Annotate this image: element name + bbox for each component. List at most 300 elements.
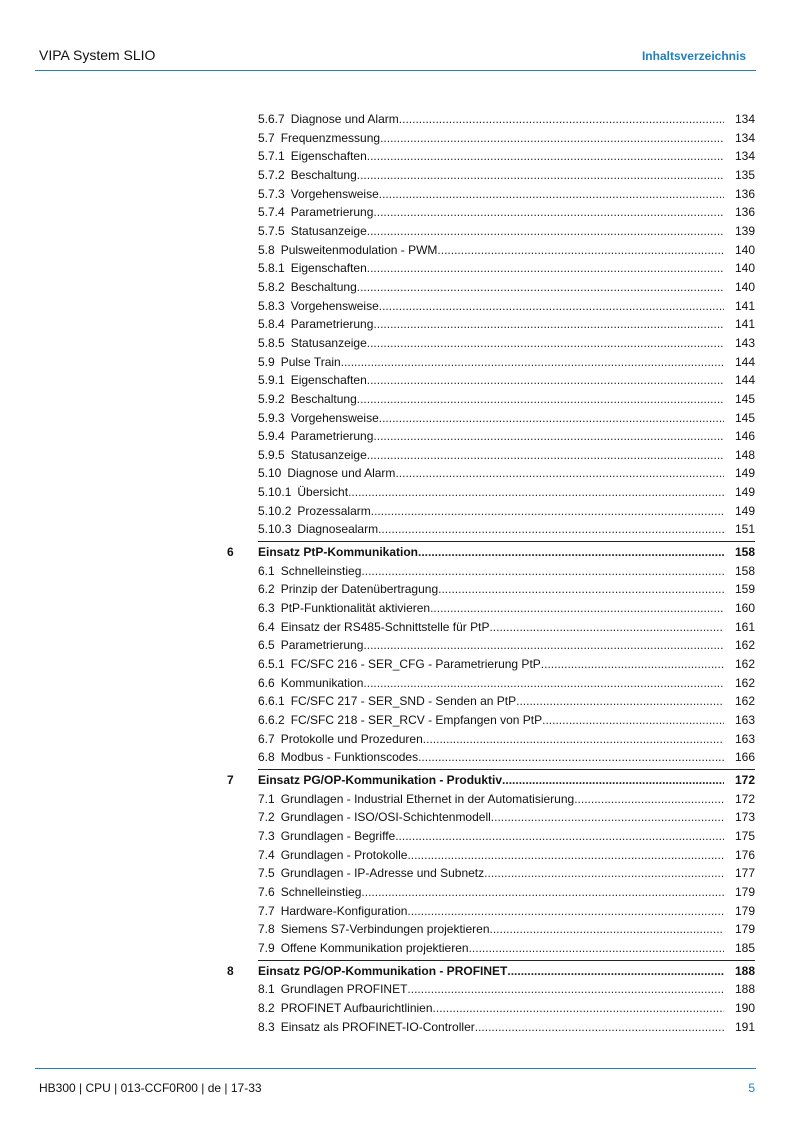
toc-entry-title: Grundlagen - Industrial Ethernet in der Automatisierung: [280, 791, 575, 806]
toc-entry-title: Protokolle und Prozeduren: [280, 731, 423, 746]
toc-section-number: 7.4: [258, 847, 275, 862]
toc-page-number: 140: [734, 261, 755, 276]
toc-page-number: 163: [734, 713, 755, 727]
toc-page-number: 136: [734, 186, 755, 201]
toc-page-number: 163: [734, 731, 755, 746]
toc-dot-leader: [395, 464, 724, 483]
toc-entry[interactable]: [258, 464, 724, 483]
toc-page-number: 166: [734, 750, 755, 765]
toc-row[interactable]: [0, 599, 793, 618]
footer-document-reference: HB300 | CPU | 013-CCF0R00 | de | 17-33: [39, 1081, 262, 1095]
toc-entry[interactable]: [258, 962, 724, 981]
toc-page-number: 145: [734, 391, 755, 406]
toc-dot-leader: [489, 618, 724, 637]
toc-section-number: 7.3: [258, 828, 275, 843]
toc-row[interactable]: [0, 166, 793, 185]
toc-dot-leader: [395, 827, 724, 846]
toc-row[interactable]: [0, 1018, 793, 1037]
toc-row[interactable]: [0, 808, 793, 827]
toc-entry[interactable]: [258, 808, 724, 827]
toc-entry[interactable]: [258, 390, 724, 409]
toc-dot-leader: [348, 483, 724, 502]
toc-page-number: 151: [734, 522, 755, 537]
toc-page-number: 172: [734, 791, 755, 806]
toc-entry-title: FC/SFC 218 - SER_RCV - Empfangen von PtP: [290, 713, 543, 727]
toc-entry[interactable]: [258, 427, 724, 446]
toc-dot-leader: [418, 748, 724, 767]
toc-row[interactable]: [0, 674, 793, 693]
toc-page-number: 158: [734, 563, 755, 578]
chapter-divider: [258, 769, 755, 770]
toc-section-number: 5.8.2: [258, 279, 285, 294]
toc-row[interactable]: [0, 864, 793, 883]
toc-dot-leader: [379, 185, 724, 204]
toc-page-number: 140: [734, 242, 755, 257]
toc-row[interactable]: [0, 297, 793, 316]
toc-dot-leader: [379, 297, 724, 316]
toc-entry-title: Vorgehensweise: [290, 186, 379, 201]
header-rule: [35, 70, 756, 71]
toc-row[interactable]: [0, 203, 793, 222]
toc-dot-leader: [542, 711, 724, 730]
toc-section-number: 7.6: [258, 884, 275, 899]
toc-section-number: 5.10.2: [258, 503, 292, 518]
toc-row[interactable]: [0, 390, 793, 409]
toc-entry-title: Beschaltung: [290, 167, 357, 182]
toc-chapter-row[interactable]: [0, 771, 793, 790]
toc-dot-leader: [367, 446, 724, 465]
toc-row[interactable]: [0, 315, 793, 334]
toc-row[interactable]: [0, 409, 793, 428]
toc-entry-title: PROFINET Aufbaurichtlinien: [280, 1000, 433, 1015]
toc-page-number: 176: [734, 847, 755, 862]
toc-entry[interactable]: [258, 334, 724, 353]
toc-section-number: 6.7: [258, 731, 275, 746]
toc-section-number: 5.7.1: [258, 149, 285, 164]
toc-section-number: 7.8: [258, 922, 275, 937]
toc-dot-leader: [367, 334, 724, 353]
toc-entry[interactable]: [258, 730, 724, 749]
toc-entry-title: Beschaltung: [290, 279, 357, 294]
toc-section-number: 5.9.2: [258, 391, 285, 406]
toc-section-number: 5.8: [258, 242, 275, 257]
toc-page-number: 179: [734, 903, 755, 918]
toc-chapter-row[interactable]: [0, 543, 793, 562]
toc-page-number: 144: [734, 373, 755, 388]
toc-entry-title: Einsatz PG/OP-Kommunikation - Produktiv: [258, 772, 503, 787]
table-of-contents: [0, 110, 793, 1036]
toc-entry[interactable]: [258, 674, 724, 693]
toc-dot-leader: [373, 315, 724, 334]
toc-page-number: 177: [734, 866, 755, 881]
toc-entry[interactable]: [258, 241, 724, 260]
toc-entry[interactable]: [258, 692, 724, 711]
toc-entry-title: Parametrierung: [280, 638, 364, 653]
toc-section-number: 5.8.1: [258, 261, 285, 276]
toc-page-number: 141: [734, 317, 755, 332]
toc-entry-title: PtP-Funktionalität aktivieren: [280, 601, 431, 616]
toc-section-number: 6.5: [258, 638, 275, 653]
toc-page-number: 179: [734, 884, 755, 899]
toc-page-number: 188: [734, 982, 755, 997]
toc-entry-title: Parametrierung: [290, 205, 374, 220]
toc-page-number: 141: [734, 298, 755, 313]
toc-row[interactable]: [0, 241, 793, 260]
toc-section-number: 5.8.5: [258, 335, 285, 350]
toc-dot-leader: [379, 409, 724, 428]
toc-dot-leader: [507, 962, 724, 981]
toc-row[interactable]: [0, 427, 793, 446]
toc-entry[interactable]: [258, 278, 724, 297]
toc-row[interactable]: [0, 562, 793, 581]
toc-section-number: 5.9.5: [258, 447, 285, 462]
toc-entry-title: Einsatz als PROFINET-IO-Controller: [280, 1019, 475, 1034]
toc-page-number: 149: [734, 503, 755, 518]
toc-dot-leader: [357, 166, 724, 185]
toc-entry[interactable]: [258, 543, 724, 562]
toc-section-number: 5.10: [258, 466, 282, 481]
toc-dot-leader: [516, 692, 724, 711]
toc-section-number: 7.1: [258, 791, 275, 806]
toc-page-number: 179: [734, 922, 755, 937]
toc-page-number: 173: [734, 810, 755, 825]
toc-entry[interactable]: [258, 315, 724, 334]
toc-entry[interactable]: [258, 259, 724, 278]
toc-dot-leader: [574, 790, 724, 809]
toc-row[interactable]: [0, 748, 793, 767]
toc-entry[interactable]: [258, 147, 724, 166]
toc-entry-title: Eigenschaften: [290, 149, 367, 164]
toc-row[interactable]: [0, 464, 793, 483]
toc-section-number: 5.10.1: [258, 485, 292, 500]
toc-dot-leader: [541, 655, 724, 674]
toc-page-number: 135: [734, 167, 755, 182]
toc-entry-title: Einsatz der RS485-Schnittstelle für PtP: [280, 619, 490, 634]
toc-page-number: 188: [734, 963, 755, 978]
toc-section-number: 5.9.4: [258, 429, 285, 444]
toc-entry[interactable]: [258, 939, 724, 958]
toc-page-number: 158: [734, 545, 755, 560]
toc-dot-leader: [491, 808, 724, 827]
toc-section-number: 5.9.1: [258, 373, 285, 388]
toc-dot-leader: [380, 129, 724, 148]
toc-entry[interactable]: [258, 110, 724, 129]
toc-entry[interactable]: [258, 580, 724, 599]
toc-section-number: 5.7: [258, 130, 275, 145]
toc-row[interactable]: [0, 827, 793, 846]
toc-page-number: 185: [734, 940, 755, 955]
toc-entry[interactable]: [258, 883, 724, 902]
toc-entry-title: Pulse Train: [280, 354, 341, 369]
toc-section-number: 6.4: [258, 619, 275, 634]
toc-section-number: 5.7.5: [258, 223, 285, 238]
toc-section-number: 8.2: [258, 1000, 275, 1015]
toc-section-number: 6.6.1: [258, 694, 285, 709]
toc-entry[interactable]: [258, 636, 724, 655]
toc-page-number: 161: [734, 619, 755, 634]
toc-dot-leader: [378, 520, 724, 539]
toc-row[interactable]: [0, 110, 793, 129]
toc-entry-title: Eigenschaften: [290, 261, 367, 276]
toc-dot-leader: [475, 1018, 724, 1037]
toc-dot-leader: [433, 999, 724, 1018]
toc-row[interactable]: [0, 711, 793, 730]
toc-page-number: 172: [734, 772, 755, 787]
toc-dot-leader: [367, 259, 724, 278]
toc-page-number: 149: [734, 466, 755, 481]
toc-entry-title: Übersicht: [297, 485, 349, 500]
toc-entry[interactable]: [258, 409, 724, 428]
toc-dot-leader: [361, 883, 724, 902]
toc-dot-leader: [407, 846, 724, 865]
toc-page-number: 162: [734, 638, 755, 653]
toc-page-number: 140: [734, 279, 755, 294]
toc-entry-title: Statusanzeige: [290, 223, 367, 238]
toc-entry-title: Grundlagen - ISO/OSI-Schichtenmodell: [280, 810, 491, 825]
toc-section-number: 5.6.7: [258, 112, 285, 126]
toc-entry[interactable]: [258, 599, 724, 618]
toc-entry[interactable]: [258, 980, 724, 999]
toc-row[interactable]: [0, 902, 793, 921]
toc-page-number: 162: [734, 694, 755, 709]
toc-row[interactable]: [0, 222, 793, 241]
toc-row[interactable]: [0, 278, 793, 297]
toc-page-number: 159: [734, 582, 755, 597]
toc-section-number: 8.3: [258, 1019, 275, 1034]
toc-entry-title: Frequenzmessung: [280, 130, 381, 145]
toc-dot-leader: [363, 636, 724, 655]
toc-entry[interactable]: [258, 790, 724, 809]
toc-entry-title: Siemens S7-Verbindungen projektieren: [280, 922, 490, 937]
toc-entry-title: Offene Kommunikation projektieren: [280, 940, 469, 955]
toc-section-number: 5.10.3: [258, 522, 292, 537]
toc-page-number: 190: [734, 1000, 755, 1015]
toc-entry[interactable]: [258, 166, 724, 185]
toc-entry-title: Hardware-Konfiguration: [280, 903, 408, 918]
chapter-divider: [258, 541, 755, 542]
toc-entry-title: Grundlagen - Protokolle: [280, 847, 408, 862]
toc-entry[interactable]: [258, 902, 724, 921]
toc-row[interactable]: [0, 980, 793, 999]
toc-dot-leader: [502, 771, 724, 790]
footer-rule: [35, 1068, 756, 1069]
toc-dot-leader: [423, 730, 724, 749]
toc-row[interactable]: [0, 353, 793, 372]
toc-row[interactable]: [0, 920, 793, 939]
toc-row[interactable]: [0, 790, 793, 809]
toc-dot-leader: [469, 939, 724, 958]
toc-section-number: 8.1: [258, 982, 275, 997]
toc-dot-leader: [361, 562, 724, 581]
toc-section-number: 6.6.2: [258, 713, 285, 727]
toc-entry-title: Statusanzeige: [290, 335, 367, 350]
toc-entry[interactable]: [258, 711, 724, 730]
toc-section-number: 6.1: [258, 563, 275, 578]
toc-page-number: 175: [734, 828, 755, 843]
toc-section-number: 6.3: [258, 601, 275, 616]
toc-page-number: 143: [734, 335, 755, 350]
toc-entry[interactable]: [258, 520, 724, 539]
toc-entry[interactable]: [258, 222, 724, 241]
toc-section-number: 5.9.3: [258, 410, 285, 425]
toc-entry-title: Beschaltung: [290, 391, 357, 406]
toc-page-number: 134: [734, 112, 755, 126]
toc-page-number: 134: [734, 149, 755, 164]
toc-entry[interactable]: [258, 827, 724, 846]
toc-dot-leader: [484, 864, 724, 883]
toc-entry[interactable]: [258, 129, 724, 148]
toc-page-number: 149: [734, 485, 755, 500]
toc-section-number: 7.5: [258, 866, 275, 881]
toc-section-number: 6.5.1: [258, 657, 285, 672]
toc-row[interactable]: [0, 129, 793, 148]
toc-entry-title: Kommunikation: [280, 675, 364, 690]
toc-row[interactable]: [0, 692, 793, 711]
toc-dot-leader: [367, 371, 724, 390]
toc-dot-leader: [407, 980, 724, 999]
toc-entry-title: Vorgehensweise: [290, 298, 379, 313]
toc-entry[interactable]: [258, 920, 724, 939]
toc-row[interactable]: [0, 883, 793, 902]
toc-row[interactable]: [0, 655, 793, 674]
toc-dot-leader: [363, 674, 724, 693]
toc-page-number: 162: [734, 657, 755, 672]
toc-page-number: 145: [734, 410, 755, 425]
toc-entry-title: Schnelleinstieg: [280, 884, 362, 899]
section-title: Inhaltsverzeichnis: [641, 49, 746, 63]
toc-section-number: 7.9: [258, 940, 275, 955]
toc-row[interactable]: [0, 999, 793, 1018]
toc-dot-leader: [437, 241, 724, 260]
toc-entry-title: Prinzip der Datenübertragung: [280, 582, 439, 597]
toc-section-number: 5.9: [258, 354, 275, 369]
toc-dot-leader: [430, 599, 724, 618]
toc-page-number: 134: [734, 130, 755, 145]
toc-row[interactable]: [0, 618, 793, 637]
chapter-divider: [258, 960, 755, 961]
toc-entry[interactable]: [258, 502, 724, 521]
toc-dot-leader: [438, 580, 724, 599]
toc-section-number: 5.7.2: [258, 167, 285, 182]
toc-page-number: 191: [734, 1019, 755, 1034]
toc-row[interactable]: [0, 185, 793, 204]
toc-chapter-number: 8: [227, 963, 234, 978]
toc-dot-leader: [399, 110, 724, 129]
toc-entry[interactable]: [258, 771, 724, 790]
toc-entry-title: Grundlagen PROFINET: [280, 982, 408, 997]
toc-page-number: 146: [734, 429, 755, 444]
toc-page-number: 148: [734, 447, 755, 462]
toc-row[interactable]: [0, 147, 793, 166]
toc-entry-title: Vorgehensweise: [290, 410, 379, 425]
toc-entry-title: Modbus - Funktionscodes: [280, 750, 419, 765]
toc-section-number: 7.2: [258, 810, 275, 825]
toc-entry[interactable]: [258, 297, 724, 316]
toc-dot-leader: [357, 278, 724, 297]
toc-section-number: 6.2: [258, 582, 275, 597]
toc-entry[interactable]: [258, 999, 724, 1018]
toc-page-number: 144: [734, 354, 755, 369]
toc-entry[interactable]: [258, 748, 724, 767]
toc-row[interactable]: [0, 371, 793, 390]
toc-entry-title: Prozessalarm: [297, 503, 371, 518]
toc-chapter-number: 7: [227, 772, 234, 787]
toc-chapter-row[interactable]: [0, 962, 793, 981]
toc-entry-title: Diagnose und Alarm: [290, 112, 399, 126]
toc-dot-leader: [373, 203, 724, 222]
toc-row[interactable]: [0, 939, 793, 958]
toc-entry[interactable]: [258, 185, 724, 204]
toc-entry-title: Einsatz PtP-Kommunikation: [258, 545, 419, 560]
toc-dot-leader: [341, 353, 724, 372]
toc-entry[interactable]: [258, 446, 724, 465]
toc-section-number: 7.7: [258, 903, 275, 918]
footer-page-number: 5: [748, 1081, 755, 1095]
toc-entry-title: Grundlagen - IP-Adresse und Subnetz: [280, 866, 485, 881]
toc-row[interactable]: [0, 446, 793, 465]
toc-row[interactable]: [0, 520, 793, 539]
toc-dot-leader: [367, 147, 724, 166]
toc-page-number: 139: [734, 223, 755, 238]
toc-entry[interactable]: [258, 483, 724, 502]
toc-entry-title: Schnelleinstieg: [280, 563, 362, 578]
toc-dot-leader: [490, 920, 725, 939]
toc-row[interactable]: [0, 483, 793, 502]
toc-dot-leader: [407, 902, 724, 921]
toc-section-number: 5.8.4: [258, 317, 285, 332]
toc-entry[interactable]: [258, 655, 724, 674]
toc-entry-title: Grundlagen - Begriffe: [280, 828, 396, 843]
toc-entry-title: Diagnosealarm: [297, 522, 379, 537]
toc-section-number: 5.7.3: [258, 186, 285, 201]
toc-entry-title: Statusanzeige: [290, 447, 367, 462]
toc-entry-title: Einsatz PG/OP-Kommunikation - PROFINET: [258, 963, 508, 978]
toc-row[interactable]: [0, 636, 793, 655]
toc-entry[interactable]: [258, 846, 724, 865]
toc-dot-leader: [373, 427, 724, 446]
toc-entry[interactable]: [258, 618, 724, 637]
toc-entry[interactable]: [258, 203, 724, 222]
toc-entry[interactable]: [258, 562, 724, 581]
toc-row[interactable]: [0, 502, 793, 521]
toc-dot-leader: [357, 390, 724, 409]
toc-dot-leader: [371, 502, 724, 521]
toc-entry-title: Parametrierung: [290, 317, 374, 332]
toc-entry-title: FC/SFC 217 - SER_SND - Senden an PtP: [290, 694, 517, 709]
document-title: VIPA System SLIO: [39, 47, 156, 63]
toc-chapter-number: 6: [227, 545, 234, 560]
toc-row[interactable]: [0, 334, 793, 353]
toc-entry[interactable]: [258, 1018, 724, 1037]
toc-entry[interactable]: [258, 353, 724, 372]
toc-entry-title: FC/SFC 216 - SER_CFG - Parametrierung PtP: [290, 657, 541, 672]
toc-row[interactable]: [0, 259, 793, 278]
toc-section-number: 5.8.3: [258, 298, 285, 313]
toc-page-number: 160: [734, 601, 755, 616]
toc-row[interactable]: [0, 580, 793, 599]
toc-row[interactable]: [0, 730, 793, 749]
toc-dot-leader: [418, 543, 724, 562]
toc-section-number: 6.8: [258, 750, 275, 765]
toc-entry[interactable]: [258, 864, 724, 883]
toc-section-number: 5.7.4: [258, 205, 285, 220]
toc-section-number: 6.6: [258, 675, 275, 690]
toc-entry[interactable]: [258, 371, 724, 390]
toc-entry-title: Pulsweitenmodulation - PWM: [280, 242, 438, 257]
toc-entry-title: Eigenschaften: [290, 373, 367, 388]
toc-row[interactable]: [0, 846, 793, 865]
toc-entry-title: Diagnose und Alarm: [287, 466, 396, 481]
